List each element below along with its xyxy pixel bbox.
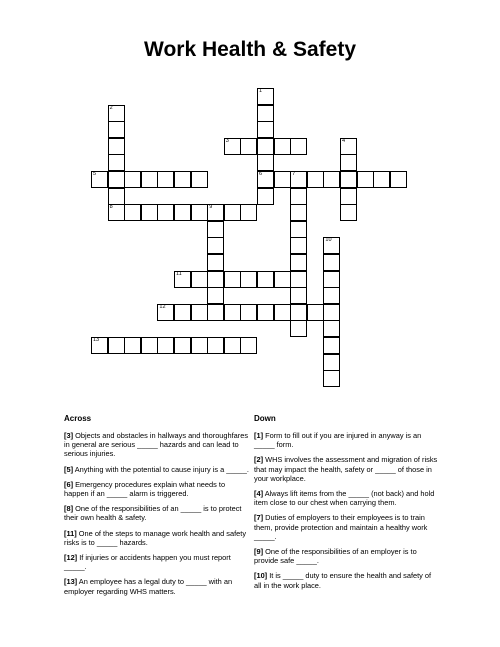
grid-cell[interactable]	[108, 121, 125, 138]
grid-cell[interactable]	[91, 171, 108, 188]
grid-cell[interactable]	[224, 271, 241, 288]
clue-text: One of the responsibilities of an _____ is to protect their own health & safety.	[64, 504, 242, 523]
grid-cell[interactable]	[207, 337, 224, 354]
grid-cell[interactable]	[174, 271, 191, 288]
grid-cell[interactable]	[207, 221, 224, 238]
clue-text: If injuries or accidents happen you must report _____.	[64, 553, 231, 572]
grid-cell[interactable]	[257, 304, 274, 321]
down-clue	[254, 547, 439, 565]
grid-cell[interactable]	[274, 304, 291, 321]
clue-text: An employee has a legal duty to _____ with an employer regarding WHS matters.	[64, 577, 233, 596]
grid-cell[interactable]	[290, 237, 307, 254]
clue-number: 11	[176, 270, 182, 277]
clue-num: [12]	[64, 553, 78, 563]
clue-number: 2	[109, 104, 113, 111]
grid-cell[interactable]	[224, 337, 241, 354]
grid-cell[interactable]	[207, 237, 224, 254]
grid-cell[interactable]	[340, 138, 357, 155]
clue-num: [8]	[64, 504, 74, 514]
across-clue	[64, 553, 249, 571]
grid-cell[interactable]	[108, 204, 125, 221]
down-clue	[254, 571, 439, 589]
grid-cell[interactable]	[207, 204, 224, 221]
grid-cell[interactable]	[257, 88, 274, 105]
clue-text: Form to fill out if you are injured in anyway is an _____ form.	[254, 431, 422, 450]
grid-cell[interactable]	[274, 171, 291, 188]
grid-cell[interactable]	[257, 105, 274, 122]
grid-cell[interactable]	[240, 204, 257, 221]
grid-cell[interactable]	[290, 320, 307, 337]
clue-number: 12	[159, 303, 166, 310]
grid-cell[interactable]	[207, 254, 224, 271]
down-clue	[254, 431, 439, 449]
clue-num: [1]	[254, 431, 264, 440]
grid-cell[interactable]	[191, 171, 208, 188]
clue-text: Anything with the potential to cause injury is a _____.	[73, 464, 249, 474]
grid-cell[interactable]	[290, 221, 307, 238]
grid-cell[interactable]	[108, 171, 125, 188]
grid-cell[interactable]	[257, 171, 274, 188]
clue-text: Emergency procedures explain what needs to happen if an _____ alarm is triggered.	[64, 479, 226, 499]
across-clue	[64, 504, 249, 522]
grid-cell[interactable]	[323, 287, 340, 304]
grid-cell[interactable]	[257, 121, 274, 138]
grid-cell[interactable]	[141, 171, 158, 188]
grid-cell[interactable]	[207, 287, 224, 304]
down-heading: Down	[254, 414, 276, 423]
grid-cell[interactable]	[108, 337, 125, 354]
clue-number: 4	[342, 137, 346, 144]
clue-number: 7	[292, 171, 296, 177]
grid-cell[interactable]	[323, 370, 340, 387]
grid-cell[interactable]	[240, 337, 257, 354]
grid-cell[interactable]	[124, 171, 141, 188]
clue-number: 13	[93, 337, 100, 343]
clue-num: [10]	[254, 571, 268, 581]
grid-cell[interactable]	[323, 171, 340, 188]
clue-num: [11]	[64, 528, 77, 538]
grid-cell[interactable]	[224, 304, 241, 321]
grid-cell[interactable]	[323, 304, 340, 321]
grid-cell[interactable]	[340, 154, 357, 171]
grid-cell[interactable]	[240, 304, 257, 321]
grid-cell[interactable]	[323, 271, 340, 288]
grid-cell[interactable]	[257, 154, 274, 171]
grid-cell[interactable]	[141, 204, 158, 221]
clue-number: 5	[93, 171, 97, 177]
grid-cell[interactable]	[340, 204, 357, 221]
grid-cell[interactable]	[323, 237, 340, 254]
across-heading: Across	[64, 414, 92, 423]
across-clue	[64, 431, 249, 459]
page-title: Work Health & Safety	[144, 38, 356, 61]
clue-num: [6]	[64, 479, 74, 489]
across-clue	[64, 480, 249, 498]
grid-cell[interactable]	[191, 271, 208, 288]
clue-num: [7]	[254, 513, 264, 523]
clue-number: 1	[259, 88, 263, 94]
grid-cell[interactable]	[174, 337, 191, 354]
grid-cell[interactable]	[290, 204, 307, 221]
clue-text: Always lift items from the _____ (not back) and hold item close to our chest when carrying them.	[254, 489, 435, 508]
grid-cell[interactable]	[207, 271, 224, 288]
grid-cell[interactable]	[191, 204, 208, 221]
clue-num: [5]	[64, 464, 74, 474]
grid-cell[interactable]	[323, 337, 340, 354]
grid-cell[interactable]	[323, 354, 340, 371]
grid-cell[interactable]	[141, 337, 158, 354]
grid-cell[interactable]	[340, 171, 357, 188]
grid-cell[interactable]	[91, 337, 108, 354]
grid-cell[interactable]	[340, 188, 357, 205]
down-clue	[254, 513, 439, 541]
grid-cell[interactable]	[290, 171, 307, 188]
grid-cell[interactable]	[224, 204, 241, 221]
grid-cell[interactable]	[290, 254, 307, 271]
down-clue	[254, 489, 439, 507]
grid-cell[interactable]	[108, 138, 125, 155]
clue-text: WHS involves the assessment and migration of risks that may impact the health, safety or _____ of those in your workplace.	[254, 455, 438, 483]
grid-cell[interactable]	[224, 138, 241, 155]
down-clue	[254, 455, 439, 483]
down-clue-list	[254, 431, 439, 596]
grid-cell[interactable]	[124, 337, 141, 354]
grid-cell[interactable]	[274, 271, 291, 288]
clue-text: One of the steps to manage work health and safety risks is to _____ hazards.	[64, 528, 247, 547]
clue-text: Objects and obstacles in hallways and thoroughfares in general are serious _____ hazards and can lead to serious injuries.	[64, 431, 249, 459]
grid-cell[interactable]	[108, 154, 125, 171]
grid-cell[interactable]	[174, 304, 191, 321]
clue-number: 10	[325, 237, 332, 244]
grid-cell[interactable]	[290, 304, 307, 321]
grid-cell[interactable]	[157, 304, 174, 321]
grid-cell[interactable]	[274, 138, 291, 155]
clue-number: 6	[259, 171, 263, 177]
grid-cell[interactable]	[207, 304, 224, 321]
grid-cell[interactable]	[290, 188, 307, 205]
grid-cell[interactable]	[390, 171, 407, 188]
clue-number: 9	[209, 204, 213, 211]
grid-cell[interactable]	[373, 171, 390, 188]
clue-num: [4]	[254, 489, 264, 499]
clue-text: It is _____ duty to ensure the health and safety of all in the work place.	[254, 571, 432, 590]
grid-cell[interactable]	[108, 188, 125, 205]
clue-num: [3]	[64, 431, 74, 440]
grid-cell[interactable]	[157, 204, 174, 221]
grid-cell[interactable]	[157, 337, 174, 354]
across-clue-list	[64, 431, 249, 602]
grid-cell[interactable]	[240, 271, 257, 288]
clue-number: 8	[109, 204, 113, 211]
clue-num: [13]	[64, 577, 78, 587]
across-clue	[64, 577, 249, 595]
grid-cell[interactable]	[191, 304, 208, 321]
grid-cell[interactable]	[108, 105, 125, 122]
clue-num: [9]	[254, 547, 264, 557]
clue-num: [2]	[254, 455, 264, 465]
grid-cell[interactable]	[257, 138, 274, 155]
grid-cell[interactable]	[174, 171, 191, 188]
grid-cell[interactable]	[240, 138, 257, 155]
grid-cell[interactable]	[323, 254, 340, 271]
grid-cell[interactable]	[290, 287, 307, 304]
grid-cell[interactable]	[323, 320, 340, 337]
grid-cell[interactable]	[290, 138, 307, 155]
grid-cell[interactable]	[290, 271, 307, 288]
grid-cell[interactable]	[157, 171, 174, 188]
clue-number: 3	[225, 137, 229, 144]
grid-cell[interactable]	[191, 337, 208, 354]
across-clue	[64, 529, 249, 547]
grid-cell[interactable]	[124, 204, 141, 221]
grid-cell[interactable]	[307, 171, 324, 188]
clue-text: One of the responsibilities of an employer is to provide safe _____.	[254, 547, 417, 566]
clue-text: Duties of employers to their employees is to train them, provide protection and maintain a healthy work _____.	[254, 513, 428, 541]
grid-cell[interactable]	[174, 204, 191, 221]
grid-cell[interactable]	[307, 304, 324, 321]
across-clue	[64, 465, 249, 474]
grid-cell[interactable]	[257, 188, 274, 205]
grid-cell[interactable]	[257, 271, 274, 288]
grid-cell[interactable]	[357, 171, 374, 188]
